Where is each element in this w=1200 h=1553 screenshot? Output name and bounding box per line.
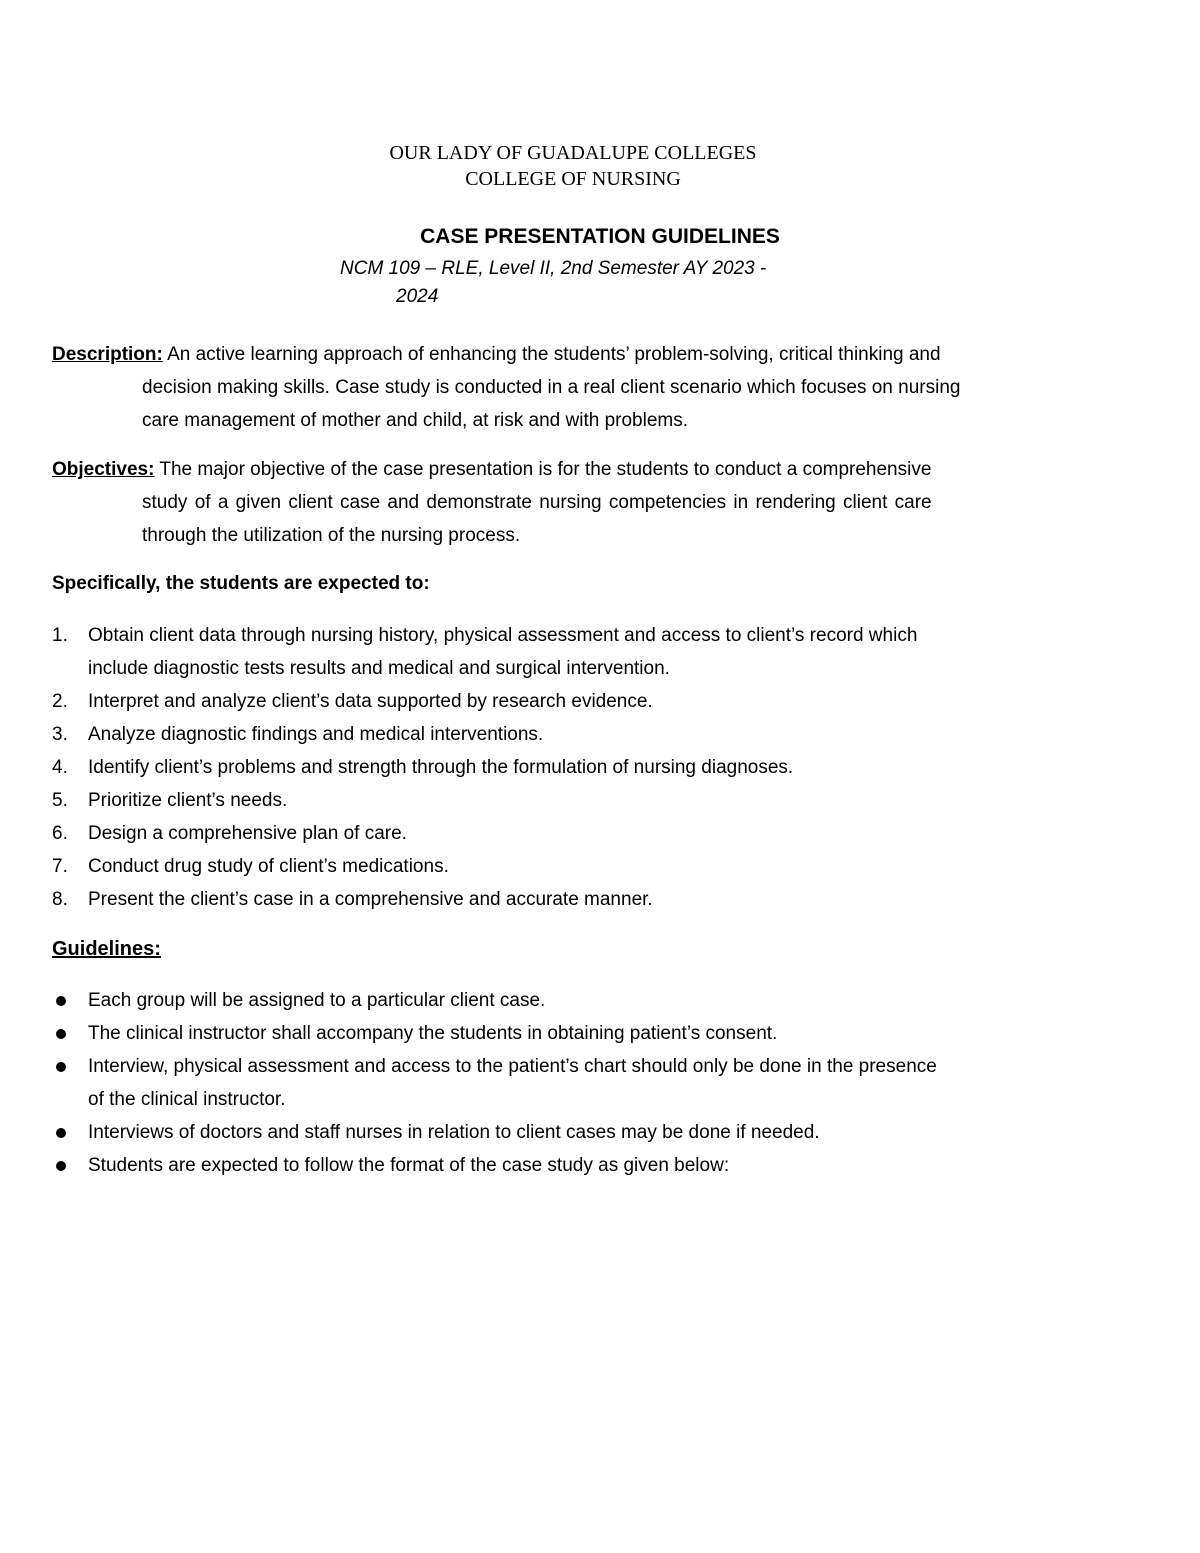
list-item-text: Analyze diagnostic findings and medical interventions. [88, 724, 544, 745]
list-item [52, 619, 1062, 685]
list-item [52, 883, 1062, 916]
objectives-line-1: The major objective of the case presentation is for the students to conduct a comprehensive [154, 459, 932, 480]
description-line-3: care management of mother and child, at risk and with problems. [142, 410, 688, 431]
objectives-line-3: through the utilization of the nursing process. [142, 525, 521, 546]
bullet-icon [56, 1161, 66, 1171]
list-number: 5. [52, 790, 68, 811]
bullet-icon [56, 1128, 66, 1138]
objectives-section [52, 453, 1064, 552]
list-item-text: Each group will be assigned to a particular client case. [88, 990, 546, 1011]
institution-name: OUR LADY OF GUADALUPE COLLEGES [389, 142, 757, 164]
list-number: 7. [52, 856, 68, 877]
document-title: CASE PRESENTATION GUIDELINES [420, 225, 780, 248]
list-item-text: Students are expected to follow the format of the case study as given below: [88, 1155, 730, 1176]
course-info-line-2: 2024 [396, 286, 439, 307]
list-item-text: Interpret and analyze client’s data supported by research evidence. [88, 691, 653, 712]
list-item-text: of the clinical instructor. [88, 1089, 286, 1110]
list-item [52, 984, 1062, 1017]
objectives-line-2: study of a given client case and demonstrate nursing competencies in rendering client care [142, 492, 932, 513]
course-info [340, 255, 810, 311]
objectives-label: Objectives: [52, 459, 155, 480]
guidelines-heading: Guidelines: [52, 938, 161, 960]
description-line-2: decision making skills. Case study is conducted in a real client scenario which focuses on nursing [142, 377, 961, 398]
list-number: 1. [52, 625, 68, 646]
list-item-text: Identify client’s problems and strength through the formulation of nursing diagnoses. [88, 757, 794, 778]
list-item-text: Obtain client data through nursing history, physical assessment and access to client’s record which [88, 625, 918, 646]
list-item [52, 1050, 1062, 1116]
bullet-icon [56, 1062, 66, 1072]
list-number: 8. [52, 889, 68, 910]
specifically-heading: Specifically, the students are expected to: [52, 573, 430, 594]
description-label: Description: [52, 344, 163, 365]
document-header [0, 140, 1146, 192]
bullet-icon [56, 1029, 66, 1039]
list-item [52, 751, 1062, 784]
list-number: 6. [52, 823, 68, 844]
list-item-text: The clinical instructor shall accompany the students in obtaining patient’s consent. [88, 1023, 778, 1044]
list-number: 3. [52, 724, 68, 745]
list-item [52, 817, 1062, 850]
description-section [52, 338, 1064, 437]
description-line-1: An active learning approach of enhancing the students’ problem-solving, critical thinking and [162, 344, 941, 365]
list-item-text: Interview, physical assessment and access to the patient’s chart should only be done in the presence [88, 1056, 937, 1077]
list-item-text: Interviews of doctors and staff nurses in relation to client cases may be done if needed. [88, 1122, 820, 1143]
list-item [52, 1116, 1062, 1149]
list-item [52, 685, 1062, 718]
list-item [52, 850, 1062, 883]
course-info-line-1: NCM 109 – RLE, Level II, 2nd Semester AY 2023 - [340, 258, 767, 279]
list-item-text: Design a comprehensive plan of care. [88, 823, 407, 844]
list-item [52, 718, 1062, 751]
list-number: 2. [52, 691, 68, 712]
college-name: COLLEGE OF NURSING [465, 168, 681, 190]
list-item [52, 784, 1062, 817]
list-item [52, 1149, 1062, 1182]
guidelines-list [52, 984, 1062, 1182]
list-item-text: Conduct drug study of client’s medications. [88, 856, 449, 877]
list-item [52, 1017, 1062, 1050]
list-item-text: Present the client’s case in a comprehensive and accurate manner. [88, 889, 653, 910]
bullet-icon [56, 996, 66, 1006]
list-number: 4. [52, 757, 68, 778]
list-item-text: Prioritize client’s needs. [88, 790, 288, 811]
objectives-list [52, 619, 1062, 916]
list-item-text: include diagnostic tests results and medical and surgical intervention. [88, 658, 670, 679]
